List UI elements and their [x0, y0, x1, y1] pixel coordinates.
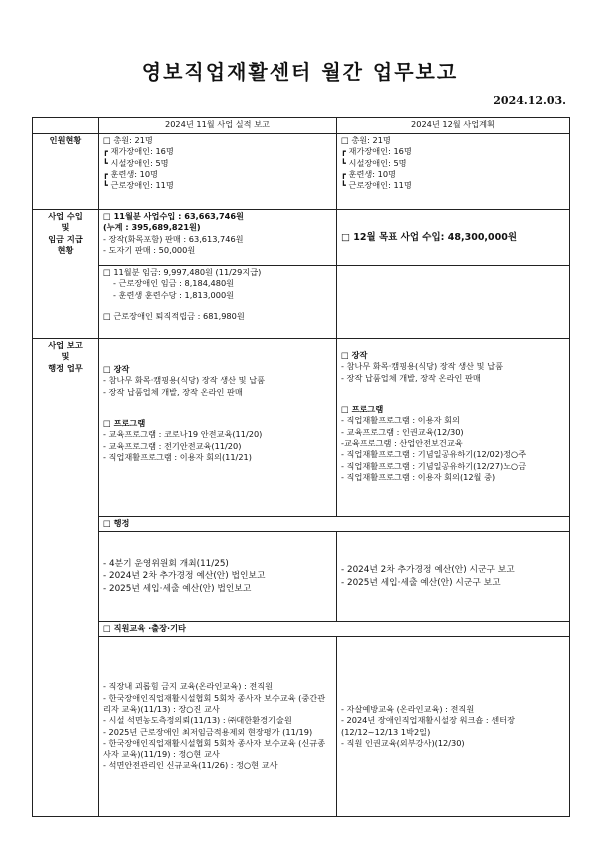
program-item: - 교육프로그램 : 코로나19 안전교육(11/20)	[103, 429, 263, 440]
admin-header-row	[33, 517, 570, 532]
staff-line: □ 총원: 21명	[103, 135, 153, 145]
severance-line: □ 근로장애인 퇴직적립금 : 681,980원	[103, 310, 245, 321]
firewood-item: - 장작 납품업체 개발, 장작 온라인 판매	[341, 372, 481, 383]
category-income	[33, 210, 99, 339]
staff-line: ┗ 시설장애인: 5명	[341, 157, 407, 168]
training-right-cell	[337, 637, 570, 817]
revenue-item: - 장작(화목포함) 판매 : 63,613,746원	[103, 233, 244, 244]
training-row	[33, 637, 570, 817]
category-staff: 인원현황	[33, 134, 99, 210]
revenue-total: (누계 : 395,689,821원)	[103, 222, 201, 233]
work-right-cell	[337, 339, 570, 517]
staff-line: ┏ 훈련생: 10명	[341, 168, 396, 179]
training-item: - 자살예방교육 (온라인교육) : 전직원	[341, 703, 475, 714]
revenue-cell	[99, 210, 337, 266]
admin-title: □ 행정	[99, 517, 570, 532]
training-item: - 한국장애인직업재활시설협회 5회차 종사자 보수교육 (신규종사자 교육)(11/19) : 정○현 교사	[103, 737, 326, 760]
header-right: 2024년 12월 사업계획	[337, 118, 570, 134]
report-table	[32, 117, 570, 817]
income-row-revenue	[33, 210, 570, 266]
category-income-line: 및	[61, 222, 70, 233]
training-title: □ 직원교육 ·출장·기타	[99, 622, 570, 637]
income-row-wage	[33, 266, 570, 339]
admin-row	[33, 532, 570, 622]
staff-line: ┏ 재가장애인: 16명	[341, 146, 412, 157]
program-item: - 교육프로그램 : 전기안전교육(11/20)	[103, 440, 242, 451]
firewood-title: □ 장작	[341, 350, 368, 360]
category-income-line: 사업 수입	[48, 211, 83, 221]
firewood-item: - 장작 납품업체 개발, 장작 온라인 판매	[103, 386, 243, 397]
program-item: - 직업재활프로그램 : 이용자 회의(12월 중)	[341, 471, 496, 482]
program-title: □ 프로그램	[341, 403, 384, 414]
header-left: 2024년 11월 사업 실적 보고	[99, 118, 337, 134]
training-header-row	[33, 622, 570, 637]
staff-line: ┏ 훈련생: 10명	[103, 168, 158, 179]
training-item: - 2025년 근로장애인 최저임금적용제외 현장평가 (11/19)	[103, 726, 313, 737]
program-item: - 직업재활프로그램 : 기념일공유하기(12/02)정○주	[341, 449, 527, 460]
training-left-cell	[99, 637, 337, 817]
page-title: 영보직업재활센터 월간 업무보고	[141, 60, 459, 84]
wage-item: - 훈련생 훈련수당 : 1,813,000원	[113, 289, 235, 300]
program-item: - 교육프로그램 : 인권교육(12/30)	[341, 426, 464, 437]
staff-row	[33, 134, 570, 210]
category-work-line: 사업 보고	[48, 340, 83, 350]
training-item: - 직장내 괴롭힘 금지 교육(온라인교육) : 전직원	[103, 681, 274, 692]
category-work	[33, 339, 99, 817]
work-row-program	[33, 339, 570, 517]
firewood-item: - 참나무 화목·캠핑용(식당) 장작 생산 및 납품	[103, 375, 266, 386]
training-item: - 시설 석면농도측정의뢰(11/13) : ㈜대한환경기술원	[103, 715, 292, 726]
training-item: - 석면안전관리인 신규교육(11/26) : 정○현 교사	[103, 760, 278, 771]
wage-right-empty	[337, 266, 570, 339]
staff-left-cell	[99, 134, 337, 210]
header-blank	[33, 118, 99, 134]
staff-line: ┗ 근로장애인: 11명	[103, 180, 174, 191]
firewood-title: □ 장작	[103, 364, 130, 374]
admin-item: - 2024년 2차 추가경정 예산(안) 법인보고	[103, 571, 266, 582]
admin-item: - 4분기 운영위원회 개최(11/25)	[103, 559, 229, 570]
revenue-title: □ 11월분 사업수입 : 63,663,746원	[103, 211, 244, 221]
category-income-line: 현황	[57, 244, 74, 255]
admin-item: - 2025년 세입·세출 예산(안) 법인보고	[103, 583, 252, 594]
category-work-line: 및	[61, 351, 70, 362]
staff-right-cell	[337, 134, 570, 210]
header-row	[33, 118, 570, 134]
revenue-target: □ 12월 목표 사업 수입: 48,300,000원	[341, 231, 518, 243]
category-income-line: 임금 지급	[48, 233, 83, 244]
program-item: -교육프로그램 : 산업안전보건교육	[341, 437, 463, 448]
wage-title: □ 11월분 임금: 9,997,480원 (11/29지급)	[103, 267, 262, 277]
staff-line: ┗ 시설장애인: 5명	[103, 157, 169, 168]
program-item: - 직업재활프로그램 : 이용자 회의(11/21)	[103, 451, 252, 462]
staff-line: □ 총원: 21명	[341, 135, 391, 145]
category-work-line: 행정 업무	[48, 362, 83, 373]
revenue-item: - 도자기 판매 : 50,000원	[103, 244, 196, 255]
training-item: - 직원 인권교육(외부강사)(12/30)	[341, 737, 465, 748]
admin-right-cell	[337, 532, 570, 622]
program-item: - 직업재활프로그램 : 이용자 회의	[341, 415, 460, 426]
work-left-cell	[99, 339, 337, 517]
program-item: - 직업재활프로그램 : 기념일공유하기(12/27)노○금	[341, 460, 527, 471]
target-cell	[337, 210, 570, 266]
admin-item: - 2025년 세입·세출 예산(안) 시군구 보고	[341, 577, 501, 588]
training-item: - 2024년 장애인직업재활시설장 워크숍 : 센터장 (12/12~12/13 1박2일)	[341, 715, 516, 737]
report-date: 2024.12.03.	[493, 94, 566, 107]
staff-line: ┏ 재가장애인: 16명	[103, 146, 174, 157]
training-item: - 한국장애인직업재활시설협회 5회차 종사자 보수교육 (중간관리자 교육)(11/13) : 장○진 교사	[103, 692, 326, 714]
program-title: □ 프로그램	[103, 417, 146, 428]
staff-line: ┗ 근로장애인: 11명	[341, 180, 412, 191]
firewood-item: - 참나무 화목·캠핑용(식당) 장작 생산 및 납품	[341, 361, 504, 372]
wage-item: - 근로장애인 임금 : 8,184,480원	[113, 278, 235, 289]
wage-cell	[99, 266, 337, 339]
admin-left-cell	[99, 532, 337, 622]
admin-item: - 2024년 2차 추가경정 예산(안) 시군구 보고	[341, 565, 515, 576]
